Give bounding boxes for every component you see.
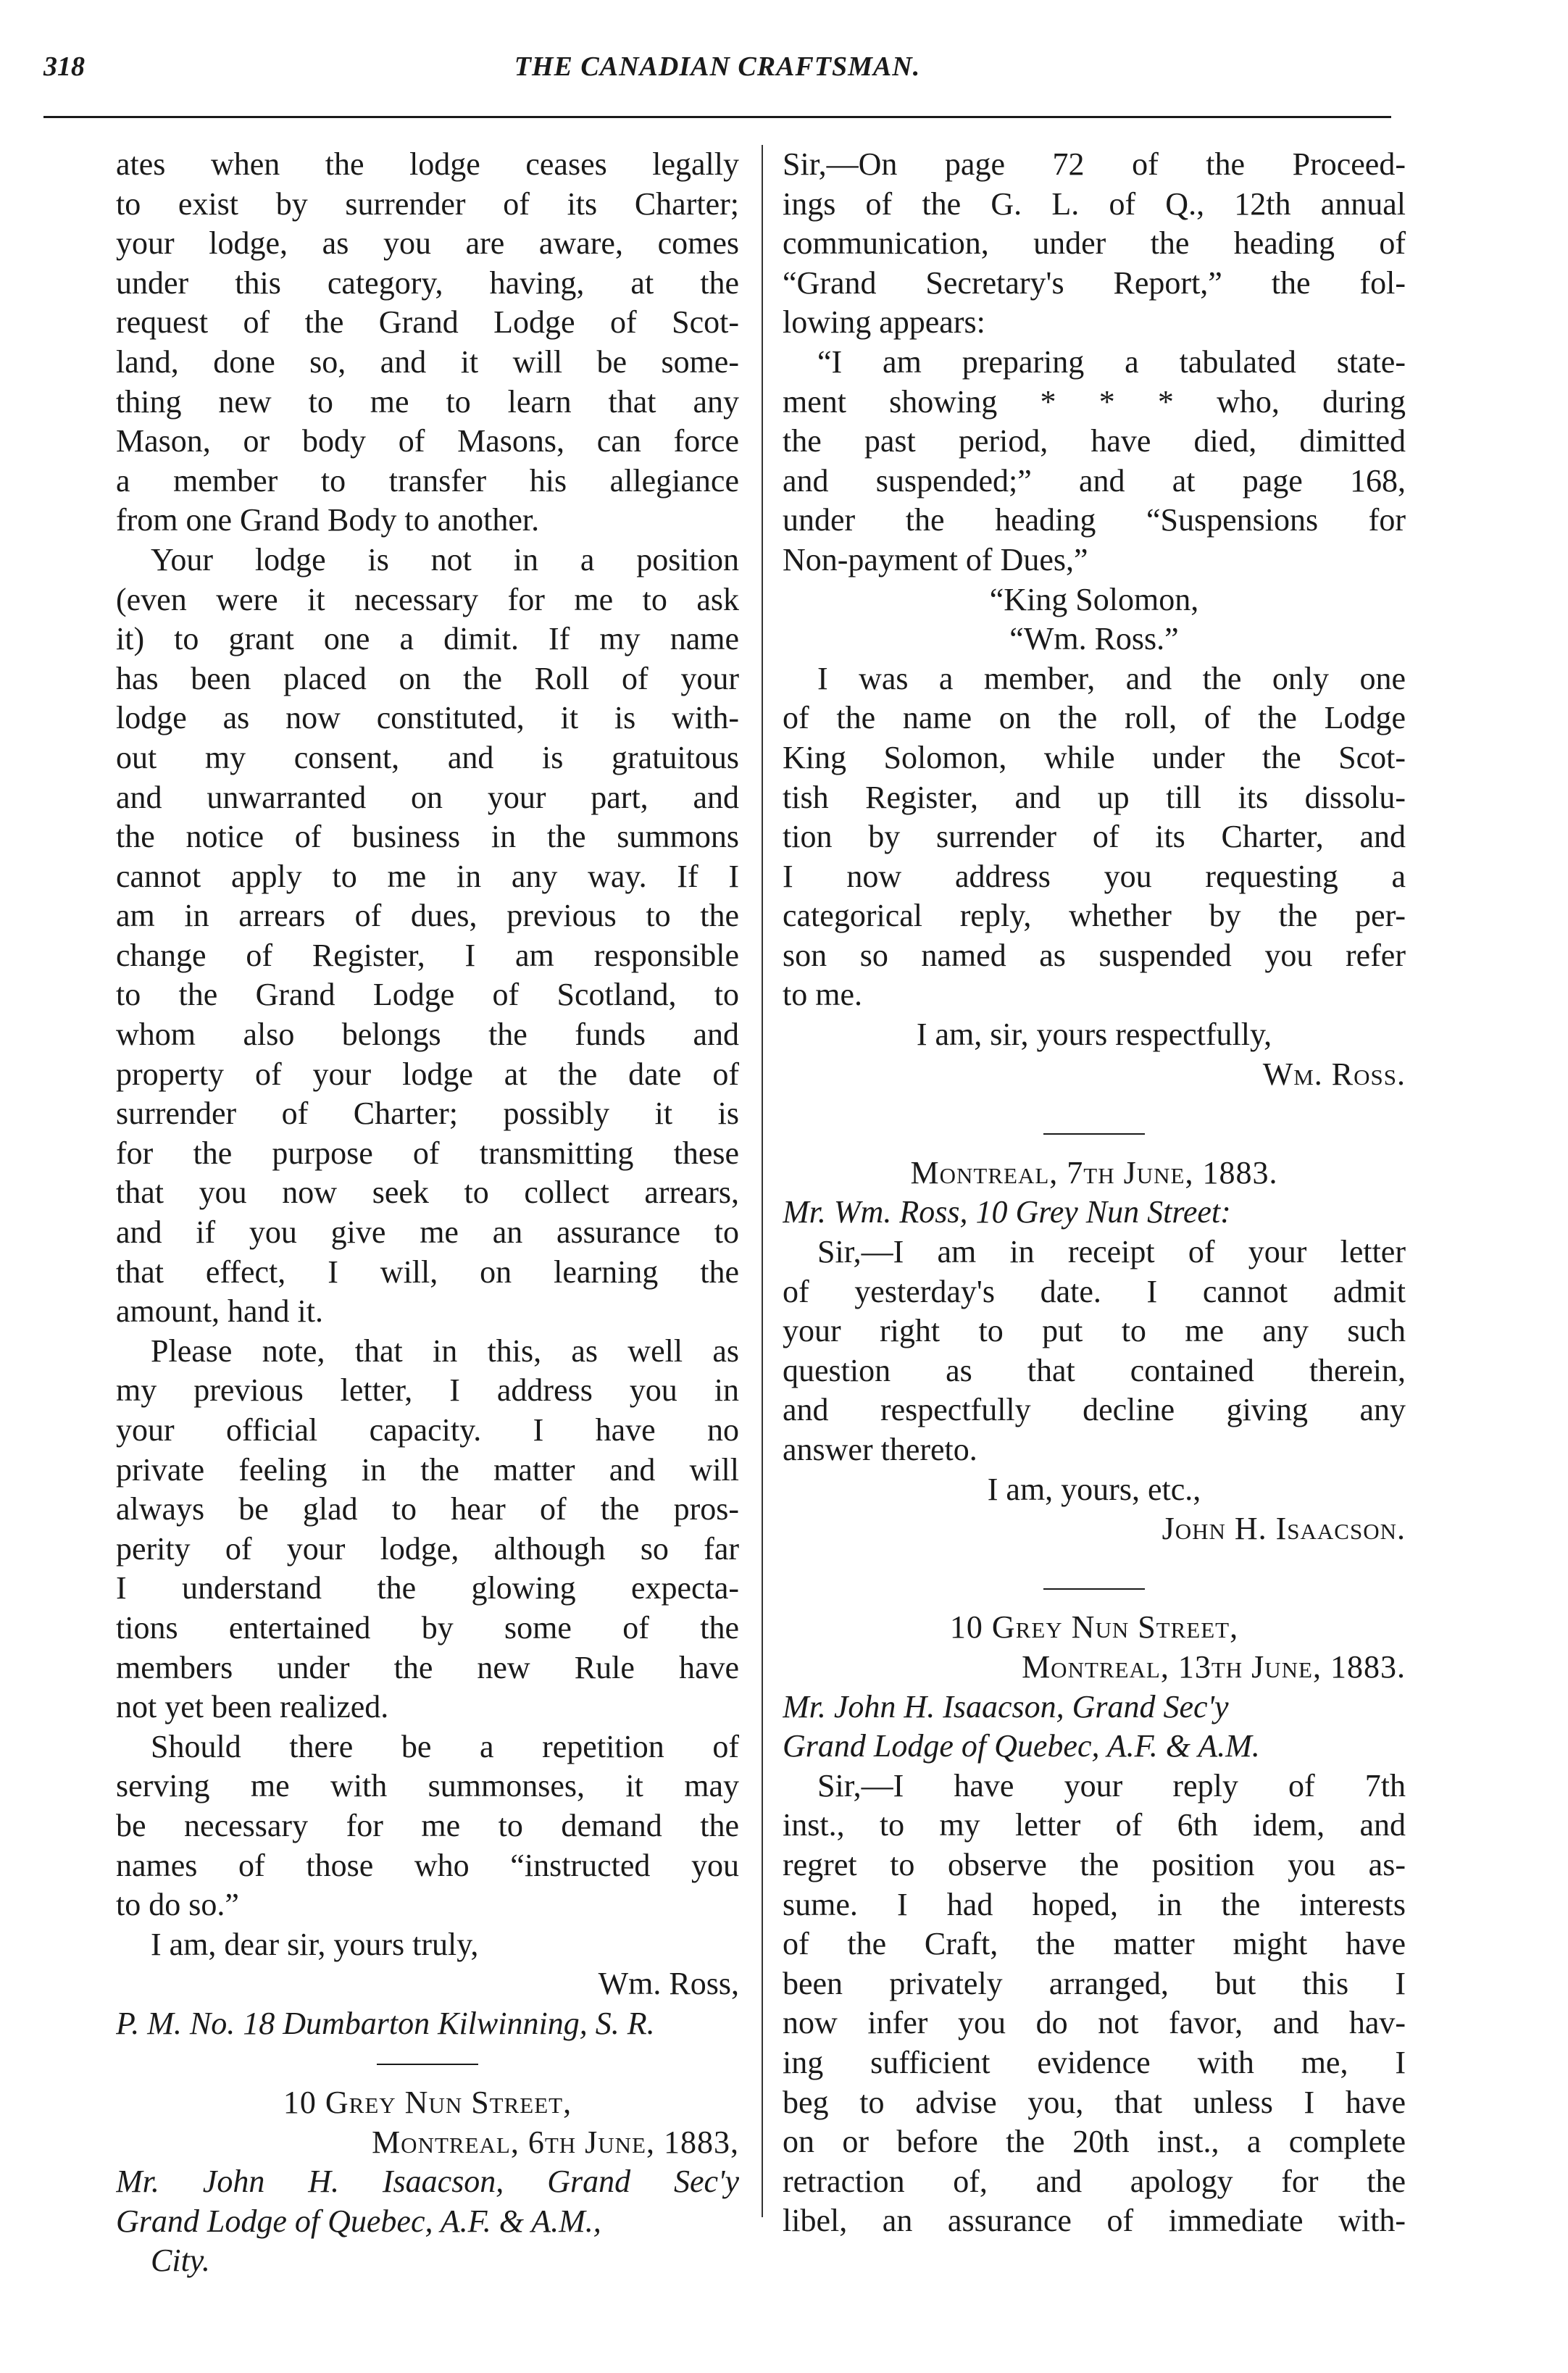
text-line: of the name on the roll, of the Lodge (783, 700, 1406, 736)
text-line: request of the Grand Lodge of Scot- (116, 304, 739, 341)
text-line: the past period, have died, dimitted (783, 423, 1406, 459)
text-line: serving me with summonses, it may (116, 1768, 739, 1804)
right-column (783, 145, 1406, 2241)
text-line: 10 Grey Nun Street, (949, 1609, 1239, 1646)
text-line: change of Register, I am responsible (116, 937, 739, 973)
text-line: Mr. John H. Isaacson, Grand Sec'y (116, 2164, 739, 2200)
text-line: be necessary for me to demand the (116, 1807, 739, 1843)
text-line: my previous letter, I address you in (116, 1372, 739, 1409)
text-line: Grand Lodge of Quebec, A.F. & A.M., (116, 2203, 601, 2239)
text-line: I was a member, and the only one (817, 660, 1406, 696)
text-line: categorical reply, whether by the per- (783, 898, 1406, 934)
text-line: Mr. Wm. Ross, 10 Grey Nun Street: (783, 1194, 1231, 1230)
text-line: names of those who “instructed you (116, 1847, 739, 1883)
text-line: Wm. Ross, (598, 1966, 739, 2002)
text-line: libel, an assurance of immediate with- (783, 2203, 1406, 2239)
text-line: Should there be a repetition of (151, 1728, 739, 1764)
text-line: Wm. Ross. (1262, 1056, 1406, 1092)
section-rule (783, 1114, 1406, 1154)
text-line: Montreal, 6th June, 1883, (372, 2124, 739, 2160)
text-line: sume. I had hoped, in the interests (783, 1886, 1406, 1922)
text-line: amount, hand it. (116, 1293, 323, 1330)
text-line: to do so.” (116, 1887, 239, 1923)
spacer (783, 1094, 1406, 1114)
text-line: am in arrears of dues, previous to the (116, 898, 739, 934)
text-line: of yesterday's date. I cannot admit (783, 1273, 1406, 1309)
text-line: perity of your lodge, although so far (116, 1530, 739, 1567)
page-number: 318 (43, 51, 85, 82)
text-line: lodge as now constituted, it is with- (116, 700, 739, 736)
text-line: communication, under the heading of (783, 225, 1406, 262)
text-line: City. (151, 2243, 210, 2279)
text-line: Montreal, 13th June, 1883. (1022, 1648, 1406, 1685)
text-line: whom also belongs the funds and (116, 1017, 739, 1053)
text-line: “Grand Secretary's Report,” the fol- (783, 264, 1406, 301)
text-line: Sir,—On page 72 of the Proceed- (783, 146, 1406, 182)
text-line: surrender of Charter; possibly it is (116, 1096, 739, 1132)
text-line: your official capacity. I have no (116, 1412, 739, 1448)
text-line: tion by surrender of its Charter, and (783, 819, 1406, 855)
text-line: lowing appears: (783, 304, 985, 341)
text-line: tish Register, and up till its dissolu- (783, 779, 1406, 815)
text-line: to me. (783, 977, 862, 1013)
text-line: regret to observe the position you as- (783, 1846, 1406, 1882)
text-line: for the purpose of transmitting these (116, 1135, 739, 1171)
text-line: Your lodge is not in a position (151, 541, 739, 577)
text-line: Non-payment of Dues,” (783, 541, 1088, 577)
text-line: of the Craft, the matter might have (783, 1926, 1406, 1962)
text-line: beg to advise you, that unless I have (783, 2084, 1406, 2120)
running-title: THE CANADIAN CRAFTSMAN. (514, 51, 921, 82)
text-line: cannot apply to me in any way. If I (116, 858, 739, 894)
left-column (116, 145, 739, 2281)
text-line: your right to put to me any such (783, 1313, 1406, 1349)
text-line: son so named as suspended you refer (783, 937, 1406, 973)
text-line: I am, dear sir, yours truly, (151, 1926, 479, 1962)
page-header (43, 51, 1391, 101)
text-line: Mason, or body of Masons, can force (116, 423, 739, 459)
text-line: under the heading “Suspensions for (783, 502, 1406, 538)
text-line: under this category, having, at the (116, 264, 739, 301)
text-line: question as that contained therein, (783, 1352, 1406, 1388)
text-line: retraction of, and apology for the (783, 2163, 1406, 2199)
text-line: ing sufficient evidence with me, I (783, 2044, 1406, 2080)
section-rule (783, 1569, 1406, 1609)
text-line: to the Grand Lodge of Scotland, to (116, 977, 739, 1013)
text-line: King Solomon, while under the Scot- (783, 739, 1406, 775)
spacer (783, 1549, 1406, 1569)
text-line: answer thereto. (783, 1432, 977, 1467)
text-line: and respectfully decline giving any (783, 1392, 1406, 1428)
text-line: and unwarranted on your part, and (116, 779, 739, 815)
text-line: Sir,—I have your reply of 7th (817, 1767, 1406, 1803)
text-line: Mr. John H. Isaacson, Grand Sec'y (783, 1688, 1229, 1725)
text-line: been privately arranged, but this I (783, 1965, 1406, 2001)
text-line: members under the new Rule have (116, 1649, 739, 1685)
text-line: “King Solomon, (989, 581, 1199, 617)
text-line: property of your lodge at the date of (116, 1056, 739, 1092)
text-line: your lodge, as you are aware, comes (116, 225, 739, 262)
text-line: I understand the glowing expecta- (116, 1570, 739, 1606)
column-divider (762, 145, 763, 2217)
section-rule (116, 2044, 739, 2084)
text-line: on or before the 20th inst., a complete (783, 2124, 1406, 2160)
text-line: I am, yours, etc., (987, 1471, 1201, 1507)
text-line: “I am preparing a tabulated state- (817, 343, 1406, 380)
text-line: thing new to me to learn that any (116, 383, 739, 420)
text-line: (even were it necessary for me to ask (116, 581, 739, 617)
text-line: ment showing * * * who, during (783, 383, 1406, 420)
text-line: to exist by surrender of its Charter; (116, 185, 739, 222)
text-line: ings of the G. L. of Q., 12th annual (783, 185, 1406, 222)
text-line: always be glad to hear of the pros- (116, 1491, 739, 1527)
text-line: from one Grand Body to another. (116, 502, 540, 538)
text-line: and if you give me an assurance to (116, 1214, 739, 1251)
text-line: tions entertained by some of the (116, 1609, 739, 1646)
text-line: John H. Isaacson. (1162, 1511, 1406, 1547)
text-line: “Wm. Ross.” (1009, 621, 1179, 657)
text-line: Sir,—I am in receipt of your letter (817, 1234, 1406, 1270)
text-line: I now address you requesting a (783, 858, 1406, 894)
text-line: private feeling in the matter and will (116, 1451, 739, 1488)
text-line: it) to grant one a dimit. If my name (116, 621, 739, 657)
text-line: has been placed on the Roll of your (116, 660, 739, 696)
text-line: Grand Lodge of Quebec, A.F. & A.M. (783, 1728, 1260, 1764)
text-line: a member to transfer his allegiance (116, 462, 739, 499)
text-line: that you now seek to collect arrears, (116, 1175, 739, 1211)
text-line: 10 Grey Nun Street, (283, 2085, 572, 2121)
text-line: Montreal, 7th June, 1883. (910, 1154, 1278, 1190)
text-line: the notice of business in the summons (116, 819, 739, 855)
text-line: that effect, I will, on learning the (116, 1254, 739, 1290)
header-rule (43, 116, 1391, 118)
text-line: P. M. No. 18 Dumbarton Kilwinning, S. R. (116, 2005, 655, 2041)
text-line: and suspended;” and at page 168, (783, 462, 1406, 499)
text-line: now infer you do not favor, and hav- (783, 2005, 1406, 2041)
text-line: not yet been realized. (116, 1689, 389, 1725)
text-line: ates when the lodge ceases legally (116, 146, 739, 182)
text-line: Please note, that in this, as well as (151, 1333, 739, 1369)
text-line: out my consent, and is gratuitous (116, 739, 739, 775)
text-line: I am, sir, yours respectfully, (916, 1017, 1272, 1053)
text-line: inst., to my letter of 6th idem, and (783, 1807, 1406, 1843)
text-line: land, done so, and it will be some- (116, 343, 739, 380)
